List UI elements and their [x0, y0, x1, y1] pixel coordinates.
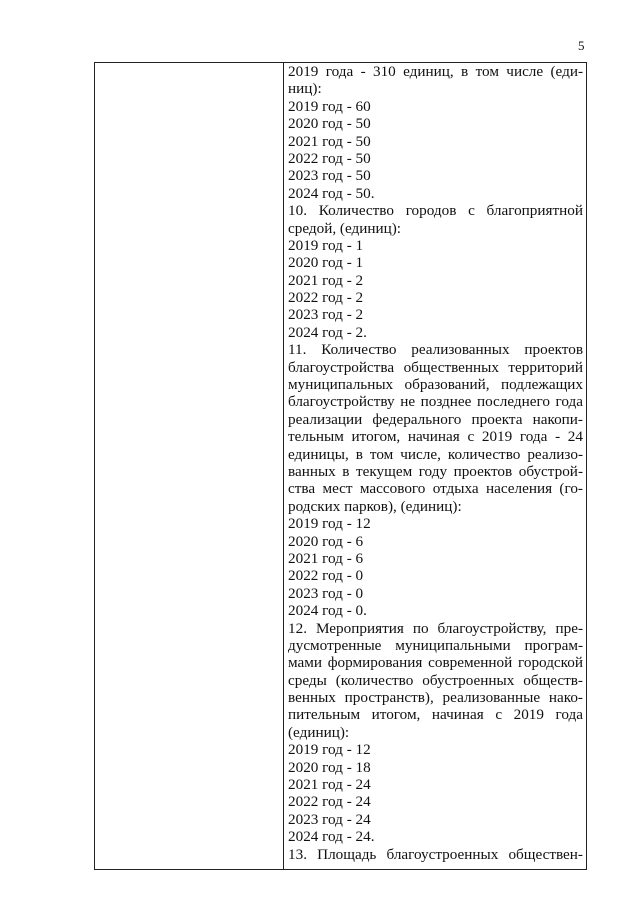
text-line: 2019 год - 12: [288, 515, 371, 533]
text-line: 12. Мероприятия по благоустройству, пре-: [288, 619, 583, 637]
text-line: 2019 года - 310 единиц, в том числе (еди-: [288, 63, 583, 80]
text-line: 2021 год - 2: [288, 271, 364, 289]
text-line: 2024 год - 0.: [288, 602, 367, 620]
text-line: ниц):: [288, 80, 322, 98]
text-line: 2024 год - 50.: [288, 184, 375, 202]
text-line: 2024 год - 2.: [288, 323, 367, 341]
text-line: (единиц):: [288, 723, 350, 741]
text-line: венных пространств), реализованные нако-: [288, 689, 583, 707]
text-line: 2019 год - 1: [288, 236, 364, 254]
text-line: 2019 год - 60: [288, 97, 371, 115]
text-line: 2023 год - 50: [288, 167, 371, 185]
text-line: благоустройству не позднее последнего года: [288, 393, 583, 411]
text-line: родских парков), (единиц):: [288, 497, 462, 515]
document-table: [94, 62, 587, 870]
text-line: мами формирования современной городской: [288, 654, 583, 672]
text-line: 2022 год - 0: [288, 567, 364, 585]
text-line: 2019 год - 12: [288, 741, 371, 759]
table-left-cell: [95, 63, 284, 869]
text-line: 10. Количество городов с благоприятной: [288, 202, 583, 220]
text-line: 2021 год - 50: [288, 132, 371, 150]
text-line: 2020 год - 1: [288, 254, 364, 272]
text-line: реализации федерального проекта накопи-: [288, 410, 583, 428]
text-line: 2021 год - 6: [288, 549, 364, 567]
text-line: дусмотренные муниципальными програм-: [288, 636, 583, 654]
text-line: среды (количество обустроенных обществ-: [288, 671, 583, 689]
text-line: 2023 год - 24: [288, 810, 371, 828]
text-line: ванных в текущем году проектов обустрой-: [288, 462, 583, 480]
text-line: 2020 год - 6: [288, 532, 364, 550]
text-line: муниципальных образований, подлежащих: [288, 376, 583, 394]
text-line: 2023 год - 0: [288, 584, 364, 602]
text-line: 2020 год - 50: [288, 115, 371, 133]
text-line: 2020 год - 18: [288, 758, 371, 776]
text-line: ства мест массового отдыха населения (го-: [288, 480, 583, 498]
text-line: 2022 год - 24: [288, 793, 371, 811]
text-line: пительным итогом, начиная с 2019 года: [288, 706, 583, 724]
text-line: 11. Количество реализованных проектов: [288, 341, 583, 359]
table-right-cell: [284, 63, 586, 869]
text-line: 2022 год - 50: [288, 149, 371, 167]
text-line: тельным итогом, начиная с 2019 года - 24: [288, 428, 583, 446]
text-line: 13. Площадь благоустроенных обществен-: [288, 845, 583, 863]
text-line: 2024 год - 24.: [288, 828, 375, 846]
text-line: 2023 год - 2: [288, 306, 364, 324]
text-line: благоустройства общественных территорий: [288, 358, 583, 376]
text-line: средой, (единиц):: [288, 219, 402, 237]
text-line: единицы, в том числе, количество реализо-: [288, 445, 583, 463]
text-line: 2021 год - 24: [288, 776, 371, 794]
text-line: 2022 год - 2: [288, 289, 364, 307]
page-number: 5: [578, 38, 585, 53]
